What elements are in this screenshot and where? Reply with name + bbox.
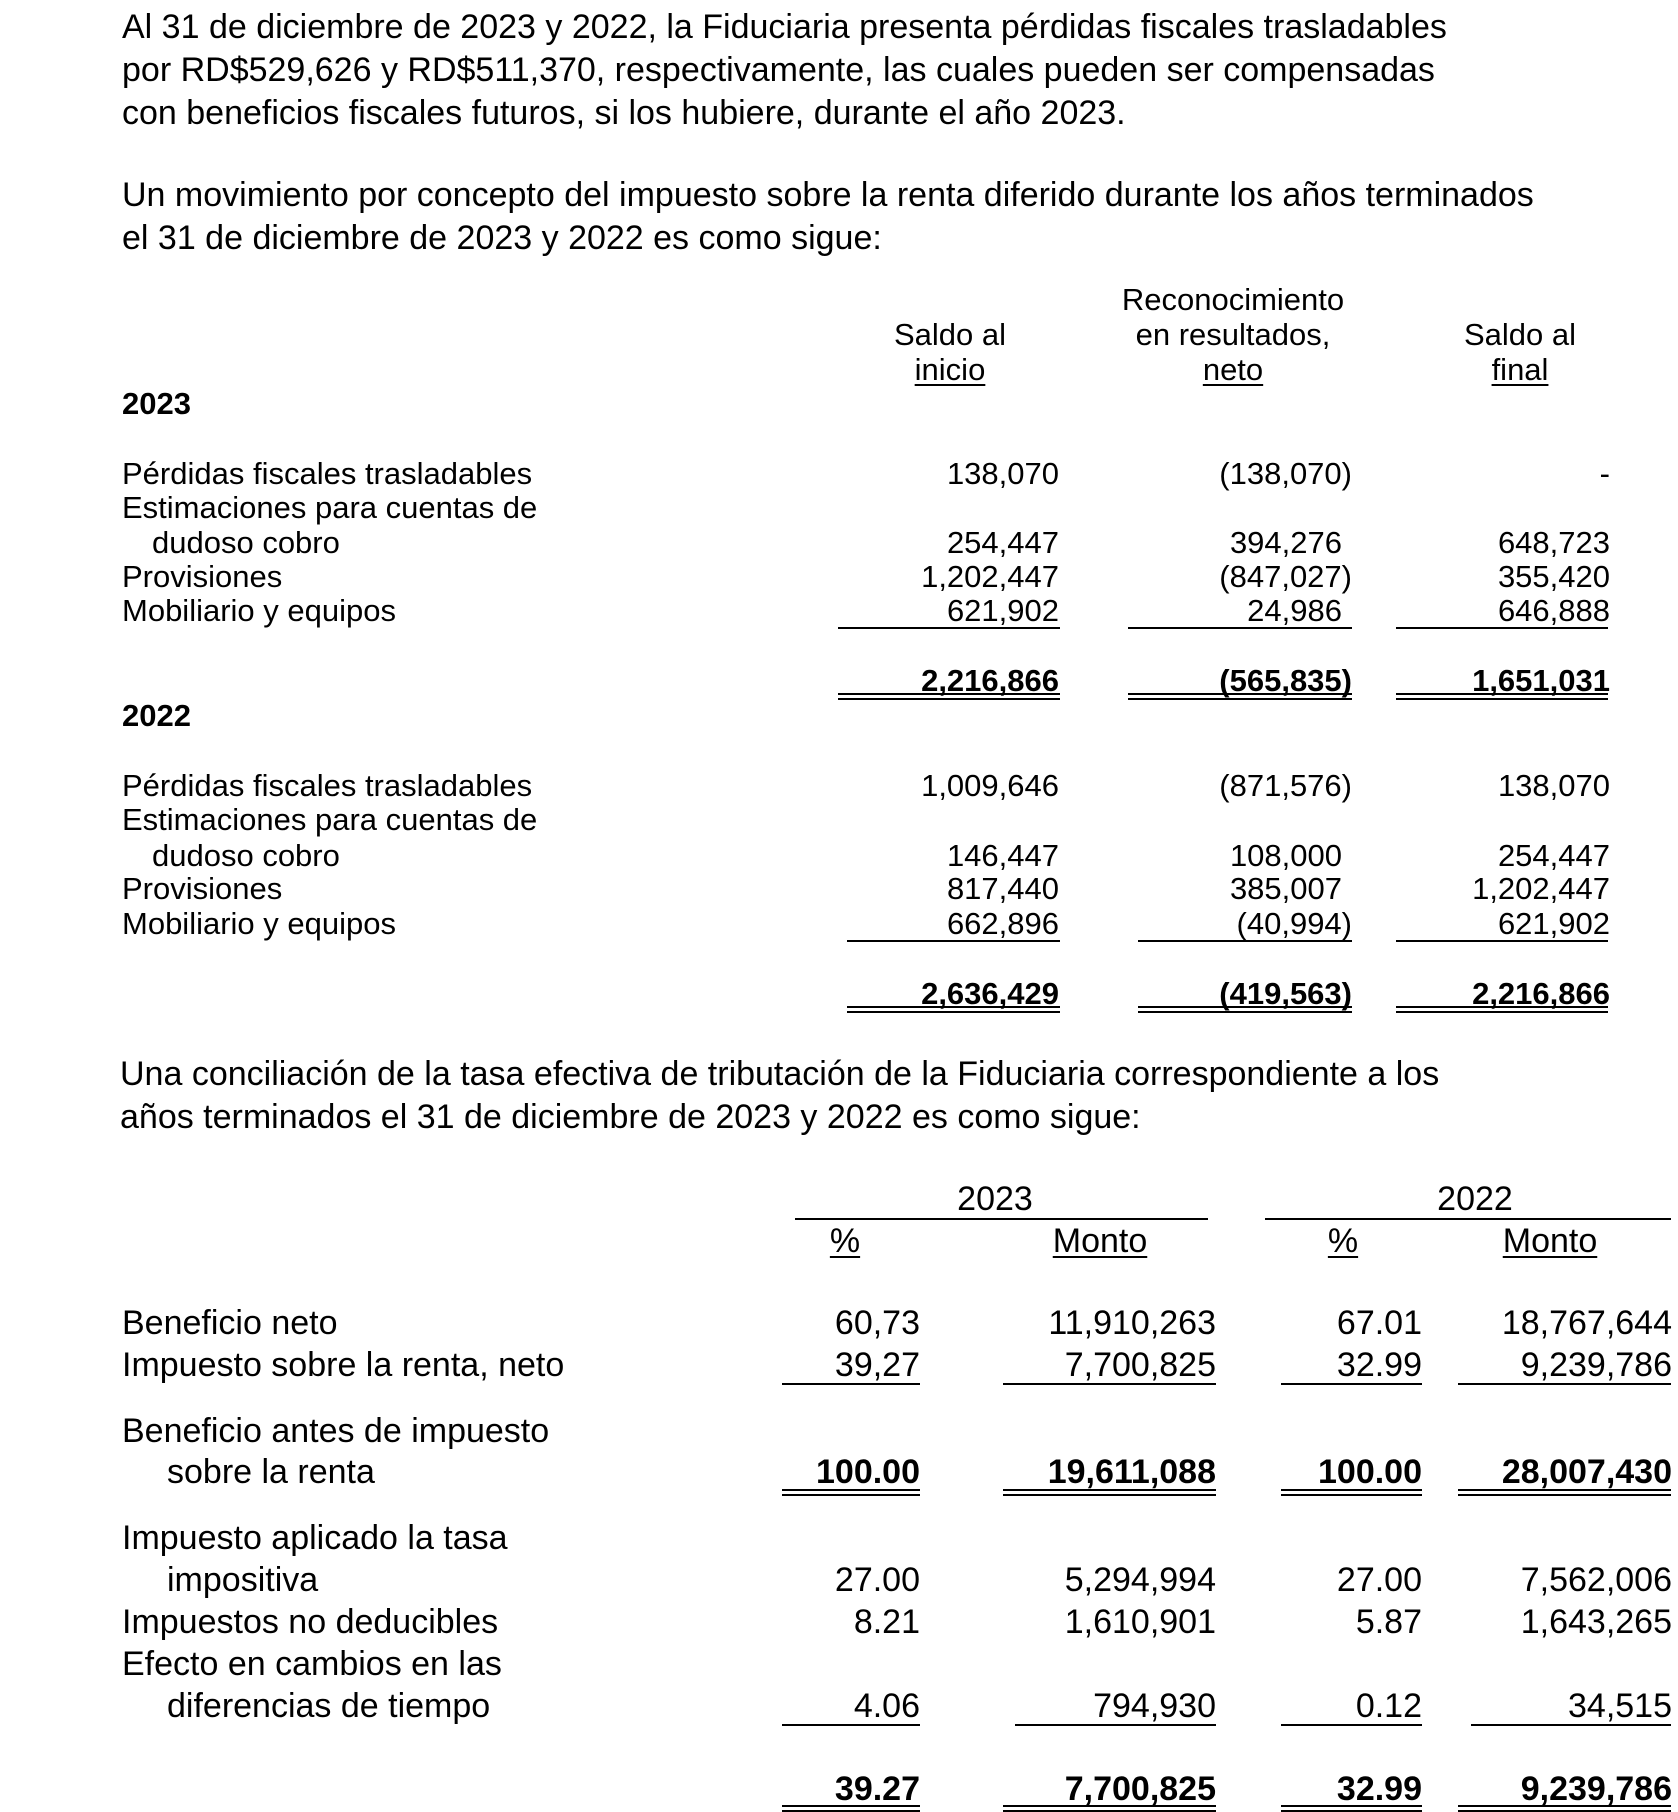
row-label: Estimaciones para cuentas de (122, 802, 538, 837)
total-final: 1,651,031 (1472, 663, 1610, 698)
cell-final: 138,070 (1497, 768, 1610, 803)
row-label: Beneficio neto (122, 1304, 338, 1342)
header-monto-2022: Monto (1502, 1222, 1598, 1260)
total-pct-2022: 32.99 (1336, 1770, 1422, 1808)
cell-final: - (1599, 456, 1610, 491)
subtotal-rule (847, 940, 1060, 942)
row-label-continued: dudoso cobro (152, 838, 340, 873)
cell-inicio: 1,202,447 (921, 559, 1059, 594)
cell-pct-2022: 32.99 (1336, 1346, 1422, 1384)
cell-inicio: 138,070 (946, 456, 1059, 491)
row-label: Beneficio antes de impuesto (122, 1412, 550, 1450)
cell-final: 254,447 (1497, 838, 1610, 873)
total-double-rule (838, 693, 1060, 700)
row-label: Provisiones (122, 559, 283, 594)
header-pct-2022: % (1327, 1222, 1359, 1260)
paragraph-tax-losses (122, 6, 1447, 135)
cell-monto-2022: 7,562,006 (1520, 1561, 1672, 1599)
paragraph-line: el 31 de diciembre de 2023 y 2022 es como sigue: (122, 219, 882, 257)
cell-pct-2023: 100.00 (816, 1453, 920, 1491)
cell-final: 646,888 (1497, 593, 1610, 628)
cell-reconocimiento: (138,070) (1219, 456, 1352, 491)
header-monto-2023: Monto (1052, 1222, 1148, 1260)
cell-monto-2022: 34,515 (1568, 1687, 1672, 1725)
paragraph-line: Al 31 de diciembre de 2023 y 2022, la Fiduciaria presenta pérdidas fiscales trasladables (122, 8, 1447, 46)
row-label: Mobiliario y equipos (122, 906, 396, 941)
cell-monto-2023: 794,930 (1093, 1687, 1216, 1725)
cell-pct-2022: 27.00 (1336, 1561, 1422, 1599)
cell-pct-2023: 39,27 (834, 1346, 920, 1384)
header-pct-2023: % (829, 1222, 861, 1260)
cell-reconocimiento: (871,576) (1219, 768, 1352, 803)
row-label: Impuestos no deducibles (122, 1603, 499, 1641)
row-label: Impuesto sobre la renta, neto (122, 1346, 565, 1384)
header-year-2022: 2022 (1437, 1180, 1513, 1218)
subtotal-rule (782, 1383, 920, 1385)
paragraph-line: con beneficios fiscales futuros, si los hubiere, durante el año 2023. (122, 94, 1126, 132)
subtotal-rule (1396, 627, 1608, 629)
cell-reconocimiento: (40,994) (1236, 906, 1352, 941)
header-year-2023: 2023 (957, 1180, 1033, 1218)
cell-inicio: 1,009,646 (921, 768, 1059, 803)
row-label-continued: sobre la renta (167, 1453, 375, 1491)
cell-final: 621,902 (1497, 906, 1610, 941)
cell-pct-2023: 60,73 (834, 1304, 920, 1342)
row-label: Efecto en cambios en las (122, 1645, 502, 1683)
total-double-rule (847, 1006, 1060, 1013)
header-reconocimiento: Reconocimiento en resultados, neto (1121, 282, 1345, 387)
subtotal-rule (1458, 1383, 1671, 1385)
total-double-rule (1003, 1489, 1216, 1496)
cell-pct-2022: 5.87 (1355, 1603, 1422, 1641)
cell-monto-2022: 28,007,430 (1501, 1453, 1672, 1491)
cell-pct-2023: 4.06 (853, 1687, 920, 1725)
total-double-rule (1396, 693, 1608, 700)
total-double-rule (1281, 1805, 1422, 1812)
cell-monto-2023: 5,294,994 (1064, 1561, 1216, 1599)
cell-pct-2022: 67.01 (1336, 1304, 1422, 1342)
cell-reconocimiento: 108,000 (1229, 838, 1342, 873)
cell-reconocimiento: (847,027) (1219, 559, 1352, 594)
subtotal-rule (1471, 1724, 1671, 1726)
total-monto-2023: 7,700,825 (1064, 1770, 1216, 1808)
cell-pct-2023: 8.21 (853, 1603, 920, 1641)
total-reconocimiento: (565,835) (1219, 663, 1352, 698)
cell-inicio: 254,447 (946, 525, 1059, 560)
cell-inicio: 621,902 (946, 593, 1059, 628)
total-inicio: 2,636,429 (921, 976, 1059, 1011)
row-label: Pérdidas fiscales trasladables (122, 768, 533, 803)
section-year-2022: 2022 (122, 698, 191, 733)
cell-pct-2022: 0.12 (1355, 1687, 1422, 1725)
total-final: 2,216,866 (1472, 976, 1610, 1011)
total-double-rule (1458, 1805, 1671, 1812)
total-double-rule (1138, 1006, 1352, 1013)
cell-monto-2023: 1,610,901 (1064, 1603, 1216, 1641)
row-label: Provisiones (122, 871, 283, 906)
total-double-rule (1281, 1489, 1422, 1496)
paragraph-deferred-tax-intro (122, 174, 1534, 260)
total-double-rule (782, 1489, 920, 1496)
total-double-rule (1128, 693, 1352, 700)
subtotal-rule (1015, 1724, 1216, 1726)
cell-inicio: 146,447 (946, 838, 1059, 873)
cell-reconocimiento: 394,276 (1229, 525, 1342, 560)
row-label: Mobiliario y equipos (122, 593, 396, 628)
cell-monto-2022: 18,767,644 (1501, 1304, 1672, 1342)
subtotal-rule (838, 627, 1060, 629)
section-year-2023: 2023 (122, 386, 191, 421)
cell-monto-2022: 9,239,786 (1520, 1346, 1672, 1384)
paragraph-rate-reconciliation-intro (120, 1053, 1439, 1139)
cell-pct-2023: 27.00 (834, 1561, 920, 1599)
subtotal-rule (782, 1724, 920, 1726)
cell-pct-2022: 100.00 (1318, 1453, 1422, 1491)
cell-inicio: 662,896 (946, 906, 1059, 941)
total-double-rule (782, 1805, 920, 1812)
total-double-rule (1396, 1006, 1608, 1013)
cell-monto-2023: 19,611,088 (1047, 1453, 1216, 1491)
cell-final: 1,202,447 (1472, 871, 1610, 906)
row-label-continued: impositiva (167, 1561, 319, 1599)
subtotal-rule (1396, 940, 1608, 942)
subtotal-rule (1281, 1724, 1422, 1726)
cell-monto-2023: 11,910,263 (1048, 1304, 1216, 1342)
cell-final: 355,420 (1497, 559, 1610, 594)
total-double-rule (1458, 1489, 1671, 1496)
total-reconocimiento: (419,563) (1219, 976, 1352, 1011)
cell-reconocimiento: 24,986 (1247, 593, 1342, 628)
header-saldo-inicio: Saldo al inicio (893, 317, 1007, 387)
total-double-rule (1003, 1805, 1216, 1812)
cell-inicio: 817,440 (946, 871, 1059, 906)
row-label-continued: diferencias de tiempo (167, 1687, 491, 1725)
total-monto-2022: 9,239,786 (1520, 1770, 1672, 1808)
paragraph-line: años terminados el 31 de diciembre de 2023 y 2022 es como sigue: (120, 1098, 1141, 1136)
row-label-continued: dudoso cobro (152, 525, 340, 560)
paragraph-line: Un movimiento por concepto del impuesto sobre la renta diferido durante los años terminados (122, 176, 1534, 214)
total-pct-2023: 39.27 (834, 1770, 920, 1808)
subtotal-rule (1138, 940, 1352, 942)
paragraph-line: por RD$529,626 y RD$511,370, respectivamente, las cuales pueden ser compensadas (122, 51, 1435, 89)
header-saldo-final: Saldo al final (1463, 317, 1577, 387)
row-label: Impuesto aplicado la tasa (122, 1519, 508, 1557)
subtotal-rule (1003, 1383, 1216, 1385)
row-label: Pérdidas fiscales trasladables (122, 456, 533, 491)
paragraph-line: Una conciliación de la tasa efectiva de tributación de la Fiduciaria correspondiente a los (120, 1055, 1440, 1093)
total-inicio: 2,216,866 (921, 663, 1059, 698)
cell-monto-2023: 7,700,825 (1064, 1346, 1216, 1384)
cell-monto-2022: 1,643,265 (1520, 1603, 1672, 1641)
subtotal-rule (1281, 1383, 1422, 1385)
subtotal-rule (1128, 627, 1352, 629)
cell-final: 648,723 (1497, 525, 1610, 560)
cell-reconocimiento: 385,007 (1229, 871, 1342, 906)
row-label: Estimaciones para cuentas de (122, 490, 538, 525)
